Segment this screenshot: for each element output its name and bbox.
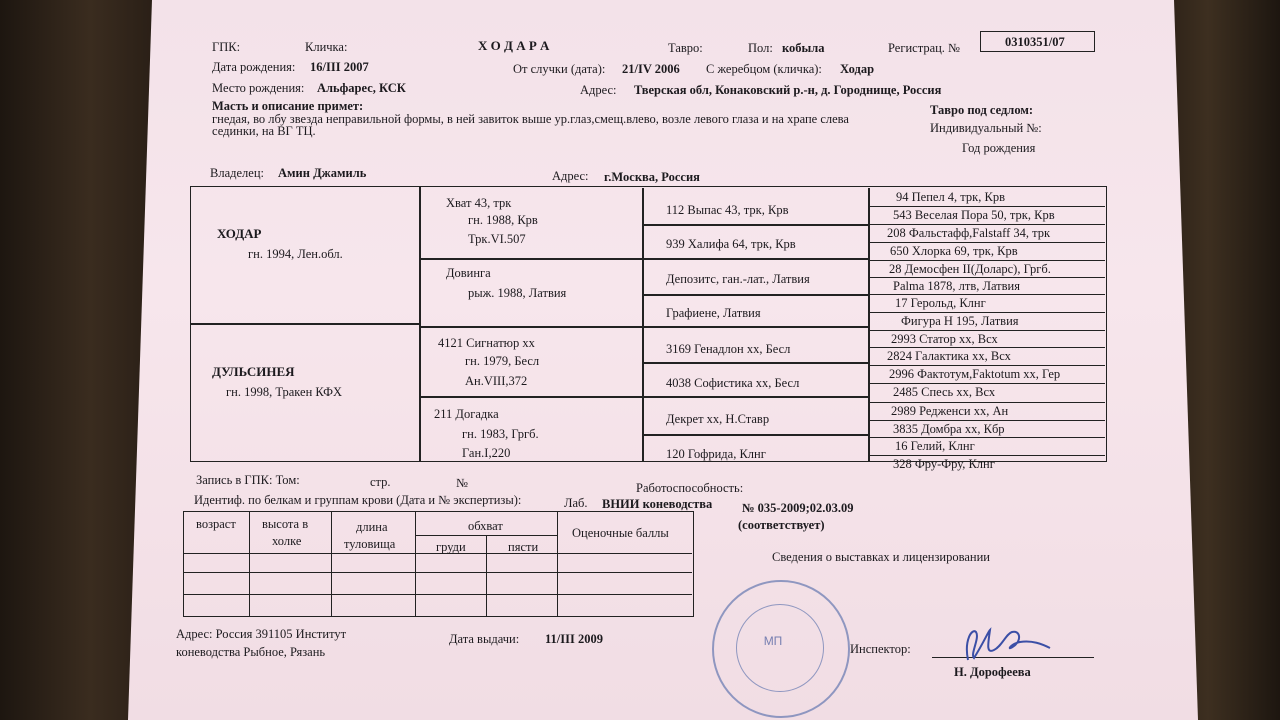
gen2-3-line3: Ан.VIII,372 [465,374,528,388]
num-label: № [456,476,468,490]
pedigree-row [420,326,868,328]
owner-label: Владелец: [210,166,264,180]
gen4-row-divider [869,437,1105,438]
color-desc-2: сединки, на ВГ ТЦ. [212,124,316,138]
nickname-label: Кличка: [305,40,348,54]
horse-nickname: Х О Д А Р А [478,38,550,53]
stallion-label: С жеребцом (кличка): [706,62,822,76]
gen4-item: 650 Хлорка 69, трк, Крв [890,244,1018,258]
ident-label: Идентиф. по белкам и группам крови (Дата и № экспертизы): [194,493,522,507]
measure-col [249,512,250,616]
sire-info: гн. 1994, Лен.обл. [248,247,343,261]
breeding-label: От случки (дата): [513,62,606,76]
saddle-brand-label: Тавро под седлом: [930,103,1034,117]
birth-label: Дата рождения: [212,60,296,74]
stallion-name: Ходар [840,62,875,76]
gen4-item: 28 Демосфен II(Доларс), Гргб. [889,262,1051,276]
measure-row [184,594,692,595]
pedigree-col-1 [419,186,421,462]
gen4-row-divider [869,260,1105,261]
year-label: Год рождения [962,141,1036,155]
reg-number: 0310351/07 [1005,35,1065,49]
inspector-name: Н. Дорофеева [954,665,1031,679]
gen4-row-divider [869,330,1105,331]
gen3-item: 939 Халифа 64, трк, Крв [666,237,796,251]
owner-address: г.Москва, Россия [604,170,700,184]
gen4-row-divider [869,347,1105,348]
gen2-4-line3: Ган.I,220 [462,446,511,460]
gen3-item: 112 Выпас 43, трк, Крв [666,203,789,217]
gen2-4-line2: гн. 1983, Гргб. [462,427,539,441]
gen4-row-divider [869,206,1105,207]
gen4-item: 16 Гелий, Клнг [895,439,975,453]
pedigree-col-2 [642,188,644,462]
gen3-item: Графиене, Латвия [666,306,761,320]
individual-label: Индивидуальный №: [930,121,1042,135]
brand-label: Тавро: [668,41,703,55]
col-length-1: длина [356,520,388,534]
col-chest: груди [436,540,466,554]
page-label: стр. [370,475,391,489]
gen2-1-line2: гн. 1988, Крв [468,213,538,227]
gen4-row-divider [869,312,1105,313]
gen4-item: 543 Веселая Пора 50, трк, Крв [893,208,1055,222]
gen2-1-line1: Хват 43, трк [446,196,512,210]
gen4-row-divider [869,242,1105,243]
exhibitions-label: Сведения о выставках и лицензировании [772,550,990,564]
conforms: (соответствует) [738,518,825,532]
col-height-1: высота в [262,517,309,531]
birthplace-label: Место рождения: [212,81,305,95]
gen4-row-divider [869,365,1105,366]
work-label: Работоспособность: [636,481,744,495]
gen3-item: 4038 Софистика хх, Бесл [666,376,800,390]
dam-name: ДУЛЬСИНЕЯ [212,364,295,379]
measure-col [557,512,558,616]
pedigree-row [642,362,868,364]
gen4-item: 94 Пепел 4, трк, Крв [896,190,1005,204]
gen4-row-divider [869,402,1105,403]
gen2-3-line1: 4121 Сигнатюр хх [438,336,535,350]
entry-label: Запись в ГПК: Том: [196,473,300,487]
lab-name: ВНИИ коневодства [602,497,713,511]
pedigree-divider [190,323,420,325]
gen4-item: Palma 1878, лтв, Латвия [893,279,1020,293]
sex-value: кобыла [782,41,825,55]
gen2-2-line1: Довинга [446,266,491,280]
pedigree-row [642,294,868,296]
gen4-item: 17 Герольд, Клнг [895,296,986,310]
gen4-row-divider [869,420,1105,421]
pedigree-row [642,434,868,436]
col-scores: Оценочные баллы [572,526,669,540]
gen4-row-divider [869,224,1105,225]
birth-address: Тверская обл, Конаковский р.-н, д. Городнище, Россия [634,83,942,97]
gen4-item: Фигура Н 195, Латвия [901,314,1019,328]
sex-label: Пол: [748,41,773,55]
col-height-2: холке [272,534,302,548]
gpk-label: ГПК: [212,40,241,54]
gen4-row-divider [869,277,1105,278]
gen4-row-divider [869,455,1105,456]
reg-number-box [980,31,1095,52]
expertise-number: № 035-2009;02.03.09 [742,501,854,515]
issue-label: Дата выдачи: [449,632,520,646]
wood-background-left [0,0,150,720]
col-age: возраст [196,517,236,531]
gen3-item: Депозитс, ган.-лат., Латвия [666,272,810,286]
col-girth: обхват [468,519,503,533]
gen2-4-line1: 211 Догадка [434,407,499,421]
gen4-item: 2485 Спесь хх, Всх [893,385,996,399]
color-desc-1: гнедая, во лбу звезда неправильной формы, в ней завиток выше ур.глаз,смещ.влево, возле левого глаза и на храпе слева [212,112,849,126]
owner-name: Амин Джамиль [278,166,367,180]
gen4-item: 208 Фальстафф,Falstaff 34, трк [887,226,1051,240]
official-stamp [712,580,850,718]
stamp-text: МП [763,634,783,648]
pedigree-row [642,224,868,226]
gen3-item: 3169 Генадлон хх, Бесл [666,342,791,356]
birth-date: 16/III 2007 [310,60,369,74]
footer-address-1: Адрес: Россия 391105 Институт [176,627,347,641]
gen4-item: 2989 Редженси хх, Ан [891,404,1009,418]
gen2-3-line2: гн. 1979, Бесл [465,354,540,368]
birthplace: Альфарес, КСК [317,81,406,95]
gen3-item: Декрет хх, Н.Ставр [666,412,770,426]
col-pastern: пясти [508,540,539,554]
color-label: Масть и описание примет: [212,99,364,113]
gen4-row-divider [869,294,1105,295]
dam-info: гн. 1998, Тракен КФХ [226,385,343,399]
gen4-item: 2993 Статор хх, Всх [891,332,998,346]
gen3-item: 120 Гофрида, Клнг [666,447,766,461]
gen4-item: 2824 Галактика хх, Всх [887,349,1011,363]
gen4-item: 2996 Фактотум,Faktotum хх, Гер [889,367,1061,381]
measure-col [331,512,332,616]
inspector-signature [950,620,1060,670]
gen4-item: 3835 Домбра хх, Кбр [893,422,1005,436]
gen2-2-line2: рыж. 1988, Латвия [468,286,567,300]
inspector-label: Инспектор: [850,642,911,656]
issue-date: 11/III 2009 [545,632,604,646]
gen2-1-line3: Трк.VI.507 [468,232,526,246]
gen4-item: 328 Фру-Фру, Клнг [893,457,995,471]
measure-col [415,512,416,616]
footer-address-2: коневодства Рыбное, Рязань [176,645,326,659]
measure-row [416,535,557,536]
col-length-2: туловища [344,537,396,551]
gen4-row-divider [869,383,1105,384]
breeding-date: 21/IV 2006 [622,62,680,76]
measure-col [486,536,487,616]
reg-label: Регистрац. № [888,41,960,55]
sire-name: ХОДАР [217,226,262,241]
owner-address-label: Адрес: [552,169,589,183]
address-label: Адрес: [580,83,617,97]
measure-row [184,572,692,573]
pedigree-row [420,396,868,398]
lab-label: Лаб. [564,496,588,510]
pedigree-row [420,258,868,260]
